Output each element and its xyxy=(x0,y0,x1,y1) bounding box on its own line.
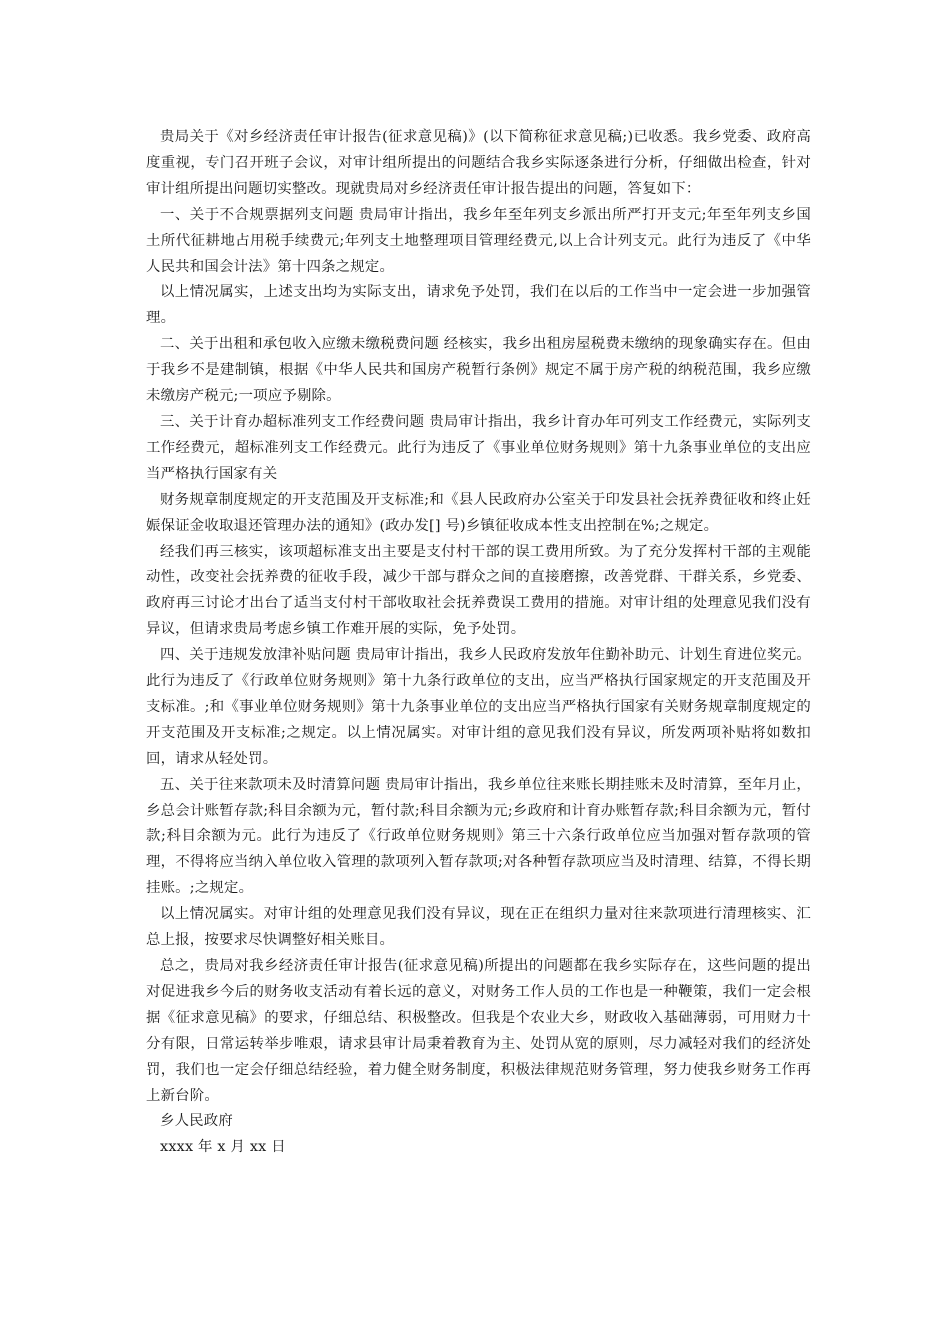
paragraph-item-1: 一、关于不合规票据列支问题 贵局审计指出，我乡年至年列支乡派出所严打开支元;年至年列支乡国土所代征耕地占用税手续费元;年列支土地整理项目管理经费元,以上合计列支元。此行为违反了《中华人民共和国会计法》第十四条之规定。 xyxy=(146,206,811,275)
paragraph-item-2: 二、关于出租和承包收入应缴未缴税费问题 经核实，我乡出租房屋税费未缴纳的现象确实存在。但由于我乡不是建制镇，根据《中华人民共和国房产税暂行条例》规定不属于房产税的纳税范围，我乡应缴未缴房产税元;一项应予剔除。 xyxy=(146,336,811,405)
signature-organization: 乡人民政府 xyxy=(160,1113,233,1130)
paragraph-item-4: 四、关于违规发放津补贴问题 贵局审计指出，我乡人民政府发放年住勤补助元、计划生育进位奖元。此行为违反了《行政单位财务规则》第十九条行政单位的支出，应当严格执行国家规定的开支范围及开支标准。;和《事业单位财务规则》第十九条事业单位的支出应当严格执行国家有关财务规章制度规定的开支范围及开支标准;之规定。以上情况属实。对审计组的意见我们没有异议，所发两项补贴将如数扣回，请求从轻处罚。 xyxy=(146,647,811,767)
paragraph-item-1-response: 以上情况属实，上述支出均为实际支出，请求免予处罚，我们在以后的工作当中一定会进一步加强管理。 xyxy=(146,284,811,327)
paragraph-item-3-response: 经我们再三核实，该项超标准支出主要是支付村干部的误工费用所致。为了充分发挥村干部的主观能动性，改变社会抚养费的征收手段，减少干部与群众之间的直接磨擦，改善党群、干群关系，乡党委、政府再三讨论才出台了适当支付村干部收取社会抚养费误工费用的措施。对审计组的处理意见我们没有异议，但请求贵局考虑乡镇工作难开展的实际，免予处罚。 xyxy=(146,543,811,638)
paragraph-intro: 贵局关于《对乡经济责任审计报告(征求意见稿)》(以下简称征求意见稿;)已收悉。我乡党委、政府高度重视，专门召开班子会议，对审计组所提出的问题结合我乡实际逐条进行分析，仔细做出检查，针对审计组所提出问题切实整改。现就贵局对乡经济责任审计报告提出的问题，答复如下： xyxy=(146,129,811,197)
paragraph-item-3: 三、关于计育办超标准列支工作经费问题 贵局审计指出，我乡计育办年可列支工作经费元，实际列支工作经费元，超标准列支工作经费元。此行为违反了《事业单位财务规则》第十九条事业单位的支出应当严格执行国家有关 xyxy=(146,413,811,482)
paragraph-item-3-continued: 财务规章制度规定的开支范围及开支标准;和《县人民政府办公室关于印发县社会抚养费征收和终止妊娠保证金收取退还管理办法的通知》(政办发[] 号)乡镇征收成本性支出控制在%;之规定。 xyxy=(146,491,811,534)
signature-date: xxxx 年 x 月 xx 日 xyxy=(160,1139,286,1156)
paragraph-item-5-response: 以上情况属实。对审计组的处理意见我们没有异议，现在正在组织力量对往来款项进行清理核实、汇总上报，按要求尽快调整好相关账目。 xyxy=(146,906,811,949)
paragraph-item-5: 五、关于往来款项未及时清算问题 贵局审计指出，我乡单位往来账长期挂账未及时清算，至年月止，乡总会计账暂存款;科目余额为元，暂付款;科目余额为元;乡政府和计育办账暂存款;科目余额为元，暂付款;科目余额为元。此行为违反了《行政单位财务规则》第三十六条行政单位应当加强对暂存款项的管理，不得将应当纳入单位收入管理的款项列入暂存款项;对各种暂存款项应当及时清理、结算，不得长期挂账。;之规定。 xyxy=(146,776,811,897)
paragraph-conclusion: 总之，贵局对我乡经济责任审计报告(征求意见稿)所提出的问题都在我乡实际存在，这些问题的提出对促进我乡今后的财务收支活动有着长远的意义，对财务工作人员的工作也是一种鞭策，我们一定会根据《征求意见稿》的要求，仔细总结、积极整改。但我是个农业大乡，财政收入基础薄弱，可用财力十分有限，日常运转举步唯艰，请求县审计局秉着教育为主、处罚从宽的原则，尽力减轻对我们的经济处罚，我们也一定会仔细总结经验，着力健全财务制度，积极法律规范财务管理，努力使我乡财务工作再上新台阶。 xyxy=(146,958,811,1104)
document-body xyxy=(146,125,811,1161)
